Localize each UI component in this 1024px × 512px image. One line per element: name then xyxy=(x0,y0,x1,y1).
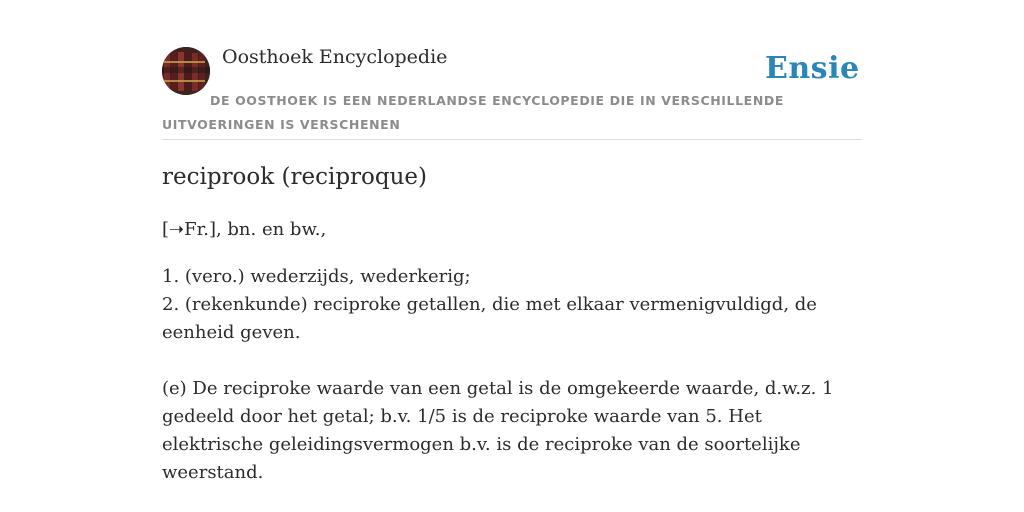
entry-origin: [➝Fr.], bn. en bw., xyxy=(162,219,327,240)
site-title[interactable]: Oosthoek Encyclopedie xyxy=(222,46,448,68)
site-tagline: DE OOSTHOEK IS EEN NEDERLANDSE ENCYCLOPEDIE DIE IN VERSCHILLENDE UITVOERINGEN IS VERSCHENEN xyxy=(162,93,784,132)
header-divider xyxy=(162,139,862,140)
entry-definitions xyxy=(162,263,862,347)
brand-logo-link[interactable]: Ensie xyxy=(765,51,860,86)
avatar-book-spines-icon xyxy=(162,47,210,95)
entry-note: (e) De reciproke waarde van een getal is de omgekeerde waarde, d.w.z. 1 gedeeld door het getal; b.v. 1/5 is de reciproke waarde van 5. Het elektrische geleidingsvermogen b.v. is de reciproke van de soortelijke weerstand. xyxy=(162,378,834,483)
book-spines-icon xyxy=(162,47,210,95)
definition-item: 1. (vero.) wederzijds, wederkerig; xyxy=(162,266,471,287)
definition-item: 2. (rekenkunde) reciproke getallen, die met elkaar vermenigvuldigd, de eenheid geven. xyxy=(162,294,817,343)
entry-title: reciprook (reciproque) xyxy=(162,164,428,190)
